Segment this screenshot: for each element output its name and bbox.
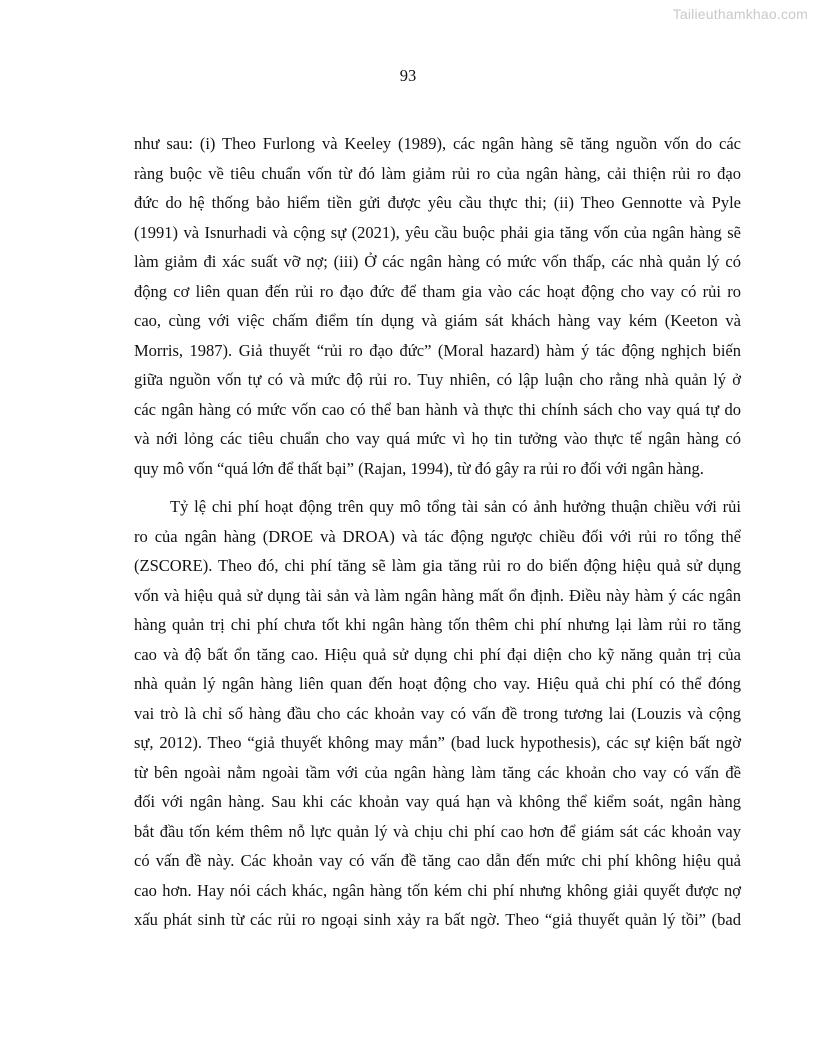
- text-line: ro của ngân hàng (DROE và DROA) và tác động ngược chiều đối với rủi ro tổng thể: [134, 526, 741, 546]
- text-line: nhà quản lý ngân hàng liên quan đến hoạt động cho vay. Hiệu quả chi phí có thể đóng: [134, 674, 741, 693]
- text-line: làm giảm đi xác suất vỡ nợ; (iii) Ở các ngân hàng có mức vốn thấp, các nhà quản lý có: [134, 252, 741, 271]
- text-line: bắt đầu tốn kém thêm nỗ lực quản lý và chịu chi phí cao hơn để giám sát các khoản vay: [134, 821, 741, 841]
- text-line: sự, 2012). Theo “giả thuyết không may mắn” (bad luck hypothesis), các sự kiện bất ngờ: [134, 733, 741, 752]
- text-line: (1991) và Isnurhadi và cộng sự (2021), yêu cầu buộc phải gia tăng vốn của ngân hàng sẽ: [134, 222, 741, 242]
- paragraph-1: [134, 129, 741, 483]
- text-line: và nới lỏng các tiêu chuẩn cho vay quá mức vì họ tin tưởng vào thực tế ngân hàng có: [134, 429, 741, 448]
- text-line: quy mô vốn “quá lớn để thất bại” (Rajan, 1994), từ đó gây ra rủi ro đối với ngân hàng.: [134, 458, 704, 478]
- document-body: [134, 129, 741, 935]
- text-line: vai trò là chỉ số hàng đầu cho các khoản vay có vấn đề trong tương lai (Louzis và cộng: [134, 703, 741, 723]
- text-line: cao, cùng với việc chấm điểm tín dụng và giám sát khách hàng vay kém (Keeton và: [134, 311, 741, 330]
- text-line: cao hơn. Hay nói cách khác, ngân hàng tốn kém chi phí nhưng không giải quyết được nợ: [134, 880, 741, 900]
- text-line: các ngân hàng có mức vốn cao có thể ban hành và thực thi chính sách cho vay quá tự do: [134, 399, 741, 419]
- text-line: xấu phát sinh từ các rủi ro ngoại sinh xảy ra bất ngờ. Theo “giả thuyết quản lý tồi” (bad: [134, 910, 741, 929]
- watermark: Tailieuthamkhao.com: [672, 6, 808, 22]
- text-line: Morris, 1987). Giả thuyết “rủi ro đạo đức” (Moral hazard) hàm ý tác động nghịch biến: [134, 340, 741, 360]
- text-line: ràng buộc về tiêu chuẩn vốn từ đó làm giảm rủi ro của ngân hàng, cải thiện rủi ro đạo: [134, 163, 741, 183]
- text-line: từ bên ngoài nằm ngoài tầm với của ngân hàng làm tăng các khoản cho vay có vấn đề: [134, 762, 741, 782]
- paragraph-spacer: [134, 483, 741, 492]
- text-line: như sau: (i) Theo Furlong và Keeley (1989), các ngân hàng sẽ tăng nguồn vốn do các: [134, 134, 741, 153]
- text-line: vốn và hiệu quả sử dụng tài sản và làm ngân hàng mất ổn định. Điều này hàm ý các ngân: [134, 585, 741, 605]
- text-line: Tỷ lệ chi phí hoạt động trên quy mô tổng tài sản có ảnh hưởng thuận chiều với rủi: [170, 497, 741, 516]
- paragraph-2: [134, 492, 741, 935]
- text-line: hàng quản trị chi phí chưa tốt khi ngân hàng tốn thêm chi phí nhưng lại làm rủi ro tăng: [134, 615, 741, 634]
- page-number: 93: [399, 66, 417, 85]
- text-line: (ZSCORE). Theo đó, chi phí tăng sẽ làm gia tăng rủi ro do biến động hiệu quả sử dụng: [134, 556, 741, 575]
- text-line: đức do hệ thống bảo hiểm tiền gửi được yêu cầu thực thi; (ii) Theo Gennotte và Pyle: [134, 193, 741, 212]
- text-line: có vấn đề này. Các khoản vay có vấn đề tăng cao dẫn đến mức chi phí không hiệu quả: [134, 851, 741, 870]
- text-line: cao và độ bất ổn tăng cao. Hiệu quả sử dụng chi phí đại diện cho kỹ năng quản trị của: [134, 644, 741, 664]
- text-line: giữa nguồn vốn tự có và mức độ rủi ro. Tuy nhiên, có lập luận cho rằng nhà quản lý ở: [134, 370, 741, 389]
- text-line: đối với ngân hàng. Sau khi các khoản vay quá hạn và không thể kiểm soát, ngân hàng: [134, 792, 741, 811]
- text-line: động cơ liên quan đến rủi ro đạo đức để tham gia vào các hoạt động cho vay có rủi ro: [134, 281, 741, 301]
